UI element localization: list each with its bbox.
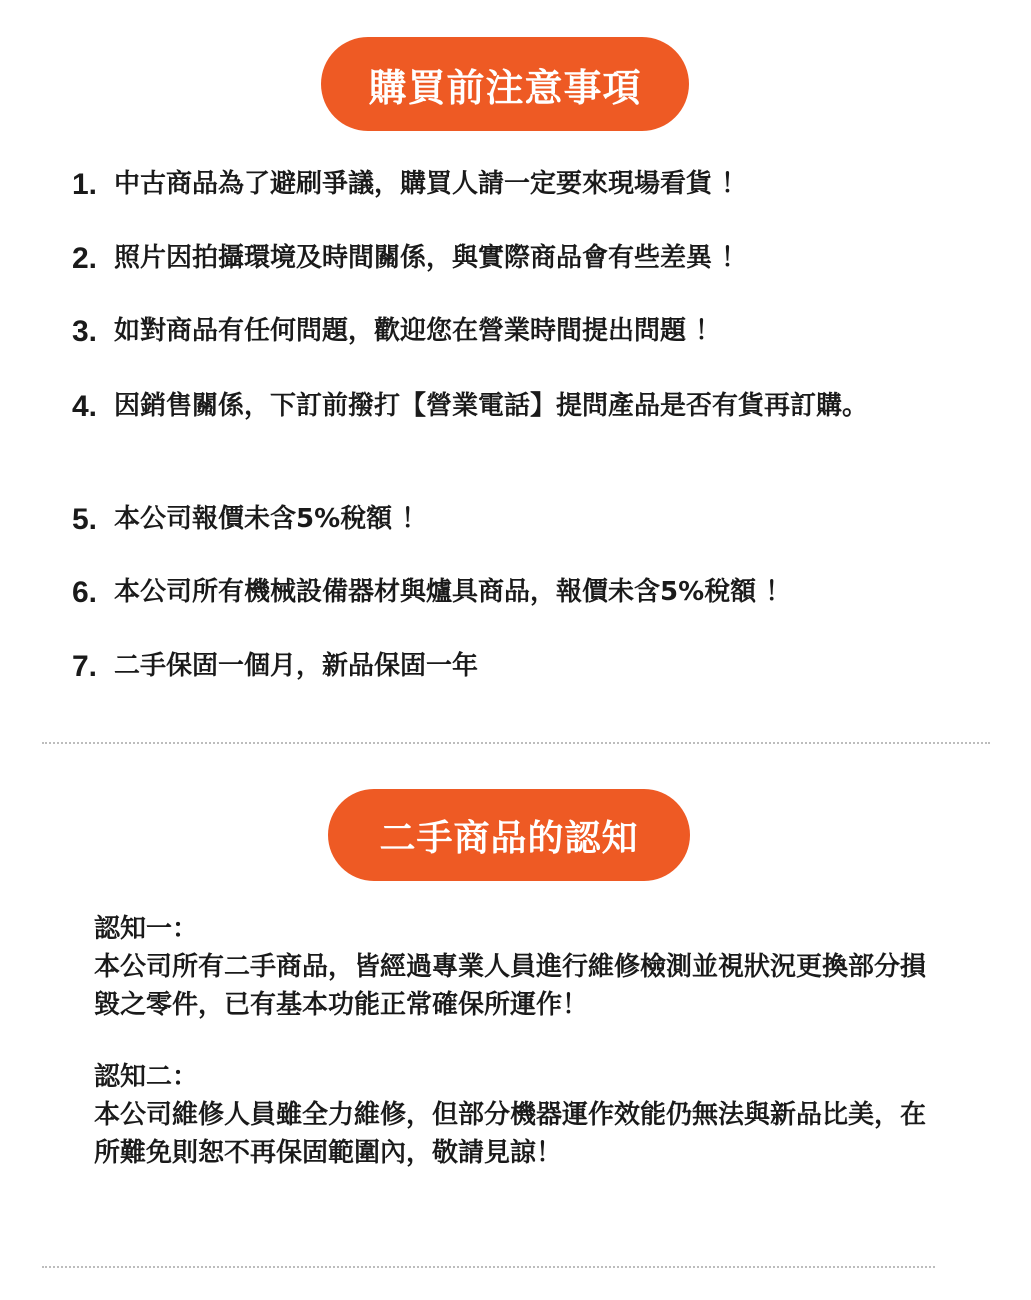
item-number: 5. [72, 503, 98, 536]
list-item [72, 387, 952, 427]
list-item [72, 239, 952, 279]
item-number: 2. [72, 242, 98, 275]
cognition-body: 本公司維修人員雖全力維修，但部分機器運作效能仍無法與新品比美，在所難免則恕不再保固範圍內，敬請見諒！ [94, 1100, 927, 1168]
item-number: 6. [72, 576, 98, 609]
notice-section-title: 購買前注意事項 [321, 37, 689, 131]
item-number: 1. [72, 168, 98, 201]
list-item [72, 573, 952, 613]
section-divider [42, 742, 990, 744]
item-text: 本公司報價未含5%稅額 ！ [114, 504, 428, 534]
item-text: 本公司所有機械設備器材與爐具商品，報價未含5%稅額 ！ [114, 577, 792, 607]
cognition-heading: 認知二： [94, 1062, 199, 1092]
item-text: 照片因拍攝環境及時間關係，與實際商品會有些差異 ！ [114, 243, 748, 273]
item-text: 中古商品為了避刷爭議，購買人請一定要來現場看貨 ！ [114, 169, 748, 199]
item-text: 因銷售關係，下訂前撥打【營業電話】提問產品是否有貨再訂購。 [114, 391, 869, 421]
item-text: 二手保固一個月，新品保固一年 [114, 651, 479, 681]
item-text: 如對商品有任何問題，歡迎您在營業時間提出問題 ！ [114, 316, 722, 346]
cognition-block [94, 1058, 934, 1172]
item-number: 4. [72, 390, 98, 423]
list-item [72, 312, 952, 352]
list-item [72, 647, 952, 687]
cognition-block [94, 910, 934, 1024]
item-number: 3. [72, 315, 98, 348]
list-item [72, 165, 952, 205]
list-item [72, 500, 952, 540]
cognition-heading: 認知一： [94, 914, 199, 944]
cognition-body: 本公司所有二手商品，皆經過專業人員進行維修檢測並視狀況更換部分損毀之零件，已有基本功能正常確保所運作！ [94, 952, 927, 1020]
section-divider [42, 1266, 935, 1268]
cognition-section-title: 二手商品的認知 [328, 789, 690, 881]
item-number: 7. [72, 650, 98, 683]
